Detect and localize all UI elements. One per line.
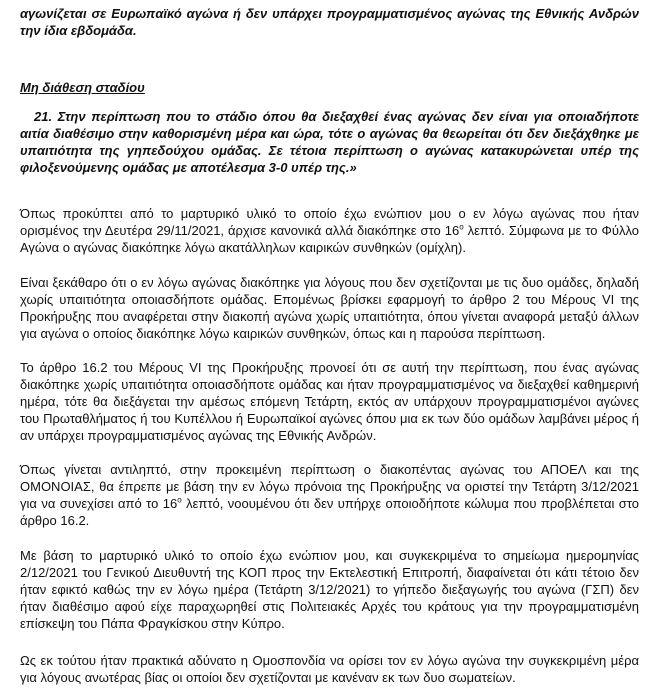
paragraph-no-fault: Είναι ξεκάθαρο ότι ο εν λόγω αγώνας διακόπηκε για λόγους που δεν σχετίζονται με τις δυο ομάδες, δηλαδή χωρίς υπαιτιότητα οποιασδήποτε ομάδας. Επομένως βρίσκει εφαρμογή το άρθρο 2 του Μέρους VI της Προκήρυξης που αναφέρεται στην διακοπή αγώνα χωρίς υπαιτιότητα, όπου γίνεται αναφορά μεταξύ άλλων για αγώνα ο οποίος διακόπηκε λόγω καιρικών συνθηκών, όπως και η παρούσα περίπτωση. [20,275,639,341]
quoted-article-21: 21. Στην περίπτωση που το στάδιο όπου θα διεξαχθεί ένας αγώνας δεν είναι για οποιαδήποτε αιτία διαθέσιμο στην καθορισμένη μέρα και ώρα, τότε ο αγώνας θα θεωρείται ότι δεν διεξάχθηκε με υπαιτιότητα της γηπεδούχου ομάδας. Σε τέτοια περίπτωση ο αγώνας κατακυρώνεται υπέρ της φιλοξενούμενης ομάδας με αποτέλεσμα 3-0 υπέρ της.» [20,109,639,175]
paragraph-match-interruption: Όπως προκύπτει από το μαρτυρικό υλικό το οποίο έχω ενώπιον μου ο εν λόγω αγώνας που ήταν ορισμένος την Δευτέρα 29/11/2021, άρχισε κανονικά αλλά διακόπηκε στο $16^o$ λεπτό. Σύμφωνα με το Φύλλο Αγώνα ο αγώνας διακόπηκε λόγω ακατάλληλων καιρικών συνθηκών (ομίχλη). [20,206,639,255]
paragraph-force-majeure: Ως εκ τούτου ήταν πρακτικά αδύνατο η Ομοσπονδία να ορίσει τον εν λόγω αγώνα την συγκεκριμένη μέρα για λόγους ανωτέρας βίας οι οποίοι δεν σχετίζονται με κανέναν εκ των δυο σωματείων. [20,653,639,685]
paragraph-stadium-unavailable: Με βάση το μαρτυρικό υλικό το οποίο έχω ενώπιον μου, και συγκεκριμένα το σημείωμα ημερομηνίας 2/12/2021 του Γενικού Διευθυντή της ΚΟΠ προς την Εκτελεστική Επιτροπή, διαφαίνεται ότι κάτι τέτοιο δεν ήταν εφικτό καθώς την εν λόγω ημέρα (Τετάρτη 3/12/2021) το γήπεδο διεξαγωγής του αγώνα (ΓΣΠ) δεν ήταν διαθέσιμο αφού είχε παραχωρηθεί στις Πολιτειακές Αρχές του κράτους για την προγραμματισμένη επίσκεψη του Πάπα Φραγκίσκου στην Κύπρο. [20,548,639,631]
paragraph-article-16-2: Το άρθρο 16.2 του Μέρους VI της Προκήρυξης προνοεί ότι σε αυτή την περίπτωση, που ένας αγώνας διακόπηκε χωρίς υπαιτιότητα οποιασδήποτε ομάδας και ήταν προγραμματισμένος να διεξαχθεί καθημερινή ημέρα, τότε θα διεξάγεται την αμέσως επόμενη Τετάρτη, εκτός αν υπάρχουν προγραμματισμένοι αγώνες του Πρωταθλήματος ή του Κυπέλλου ή Ευρωπαϊκοί αγώνες όπου μια εκ των δύο ομάδων λαμβάνει μέρος ή αν υπάρχει προγραμματισμένος αγώνας της Εθνικής Ανδρών. [20,360,639,443]
section-heading: Μη διάθεση σταδίου [20,80,145,95]
intro-paragraph: αγωνίζεται σε Ευρωπαϊκό αγώνα ή δεν υπάρχει προγραμματισμένος αγώνας της Εθνικής Ανδρών την ίδια εβδομάδα. [20,6,639,38]
paragraph-rescheduling: Όπως γίνεται αντιληπτό, στην προκειμένη περίπτωση ο διακοπέντας αγώνας του ΑΠΟΕΛ και της ΟΜΟΝΟΙΑΣ, θα έπρεπε με βάση την εν λόγω πρόνοια της Προκήρυξης να οριστεί την Τετάρτη 3/12/2021 για να συνεχίσει από το $16^o$ λεπτό, νοουμένου ότι δεν υπήρχε οποιοδήποτε κώλυμα που προβλέπεται στο άρθρο 16.2. [20,462,639,528]
